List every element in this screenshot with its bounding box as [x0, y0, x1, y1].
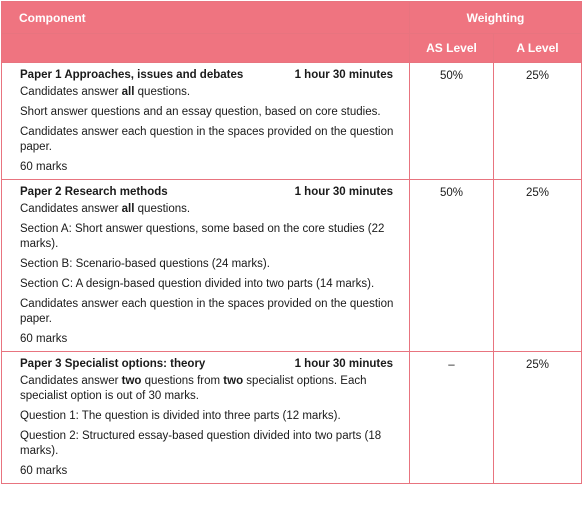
paper-duration: 1 hour 30 minutes — [294, 186, 393, 198]
paper-description-line — [20, 257, 399, 272]
description-text: questions. — [134, 203, 191, 215]
assessment-table — [1, 1, 582, 484]
paper-row — [2, 63, 582, 180]
description-text: 60 marks — [20, 333, 68, 345]
header-weighting: Weighting — [410, 2, 582, 34]
description-text: Question 1: The question is divided into three parts (12 marks). — [20, 410, 341, 422]
paper-title: Paper 3 Specialist options: theory — [20, 358, 206, 370]
description-text: Candidates answer — [20, 375, 122, 387]
as-level-weighting: 50% — [410, 63, 494, 180]
paper-description-line — [20, 277, 399, 292]
paper-description-line — [20, 332, 399, 347]
description-text: Candidates answer each question in the spaces provided on the question paper. — [20, 298, 394, 325]
paper-description-line — [20, 160, 399, 175]
paper-description-line — [20, 202, 399, 217]
paper-description-line — [20, 222, 399, 252]
paper-description-line — [20, 85, 399, 100]
paper-description-line — [20, 297, 399, 327]
a-level-weighting: 25% — [494, 352, 582, 484]
paper-duration: 1 hour 30 minutes — [294, 358, 393, 370]
paper-description-line — [20, 105, 399, 120]
paper-component-cell — [2, 63, 410, 180]
a-level-weighting: 25% — [494, 180, 582, 352]
paper-title-row — [20, 69, 399, 81]
description-text: 60 marks — [20, 465, 68, 477]
description-text: Section C: A design-based question divided into two parts (14 marks). — [20, 278, 375, 290]
description-text: questions. — [134, 86, 191, 98]
paper-title: Paper 2 Research methods — [20, 186, 168, 198]
header-blank-cell — [2, 34, 410, 63]
description-text: Question 2: Structured essay-based question divided into two parts (18 marks). — [20, 430, 382, 457]
paper-title-row — [20, 358, 399, 370]
description-text: Section B: Scenario-based questions (24 marks). — [20, 258, 270, 270]
as-level-weighting: 50% — [410, 180, 494, 352]
paper-title-row — [20, 186, 399, 198]
paper-duration: 1 hour 30 minutes — [294, 69, 393, 81]
a-level-weighting: 25% — [494, 63, 582, 180]
description-text: Candidates answer — [20, 86, 122, 98]
paper-row — [2, 352, 582, 484]
description-text: Candidates answer each question in the spaces provided on the question paper. — [20, 126, 394, 153]
paper-description-line — [20, 464, 399, 479]
paper-row — [2, 180, 582, 352]
paper-description-line — [20, 429, 399, 459]
description-text: Section A: Short answer questions, some based on the core studies (22 marks). — [20, 223, 385, 250]
paper-component-cell — [2, 180, 410, 352]
paper-description-line — [20, 125, 399, 155]
as-level-weighting: – — [410, 352, 494, 484]
header-component: Component — [2, 2, 410, 34]
paper-description-line — [20, 409, 399, 424]
paper-component-cell — [2, 352, 410, 484]
header-a-level: A Level — [494, 34, 582, 63]
description-text: 60 marks — [20, 161, 68, 173]
emphasis-text: all — [121, 86, 135, 98]
description-text: specialist options. Each specialist option is out of 30 marks. — [20, 375, 367, 402]
emphasis-text: two — [223, 375, 244, 387]
emphasis-text: all — [121, 203, 135, 215]
paper-title: Paper 1 Approaches, issues and debates — [20, 69, 244, 81]
description-text: Short answer questions and an essay question, based on core studies. — [20, 106, 381, 118]
emphasis-text: two — [121, 375, 142, 387]
description-text: questions from — [141, 375, 224, 387]
description-text: Candidates answer — [20, 203, 122, 215]
header-as-level: AS Level — [410, 34, 494, 63]
paper-description-line — [20, 374, 399, 404]
